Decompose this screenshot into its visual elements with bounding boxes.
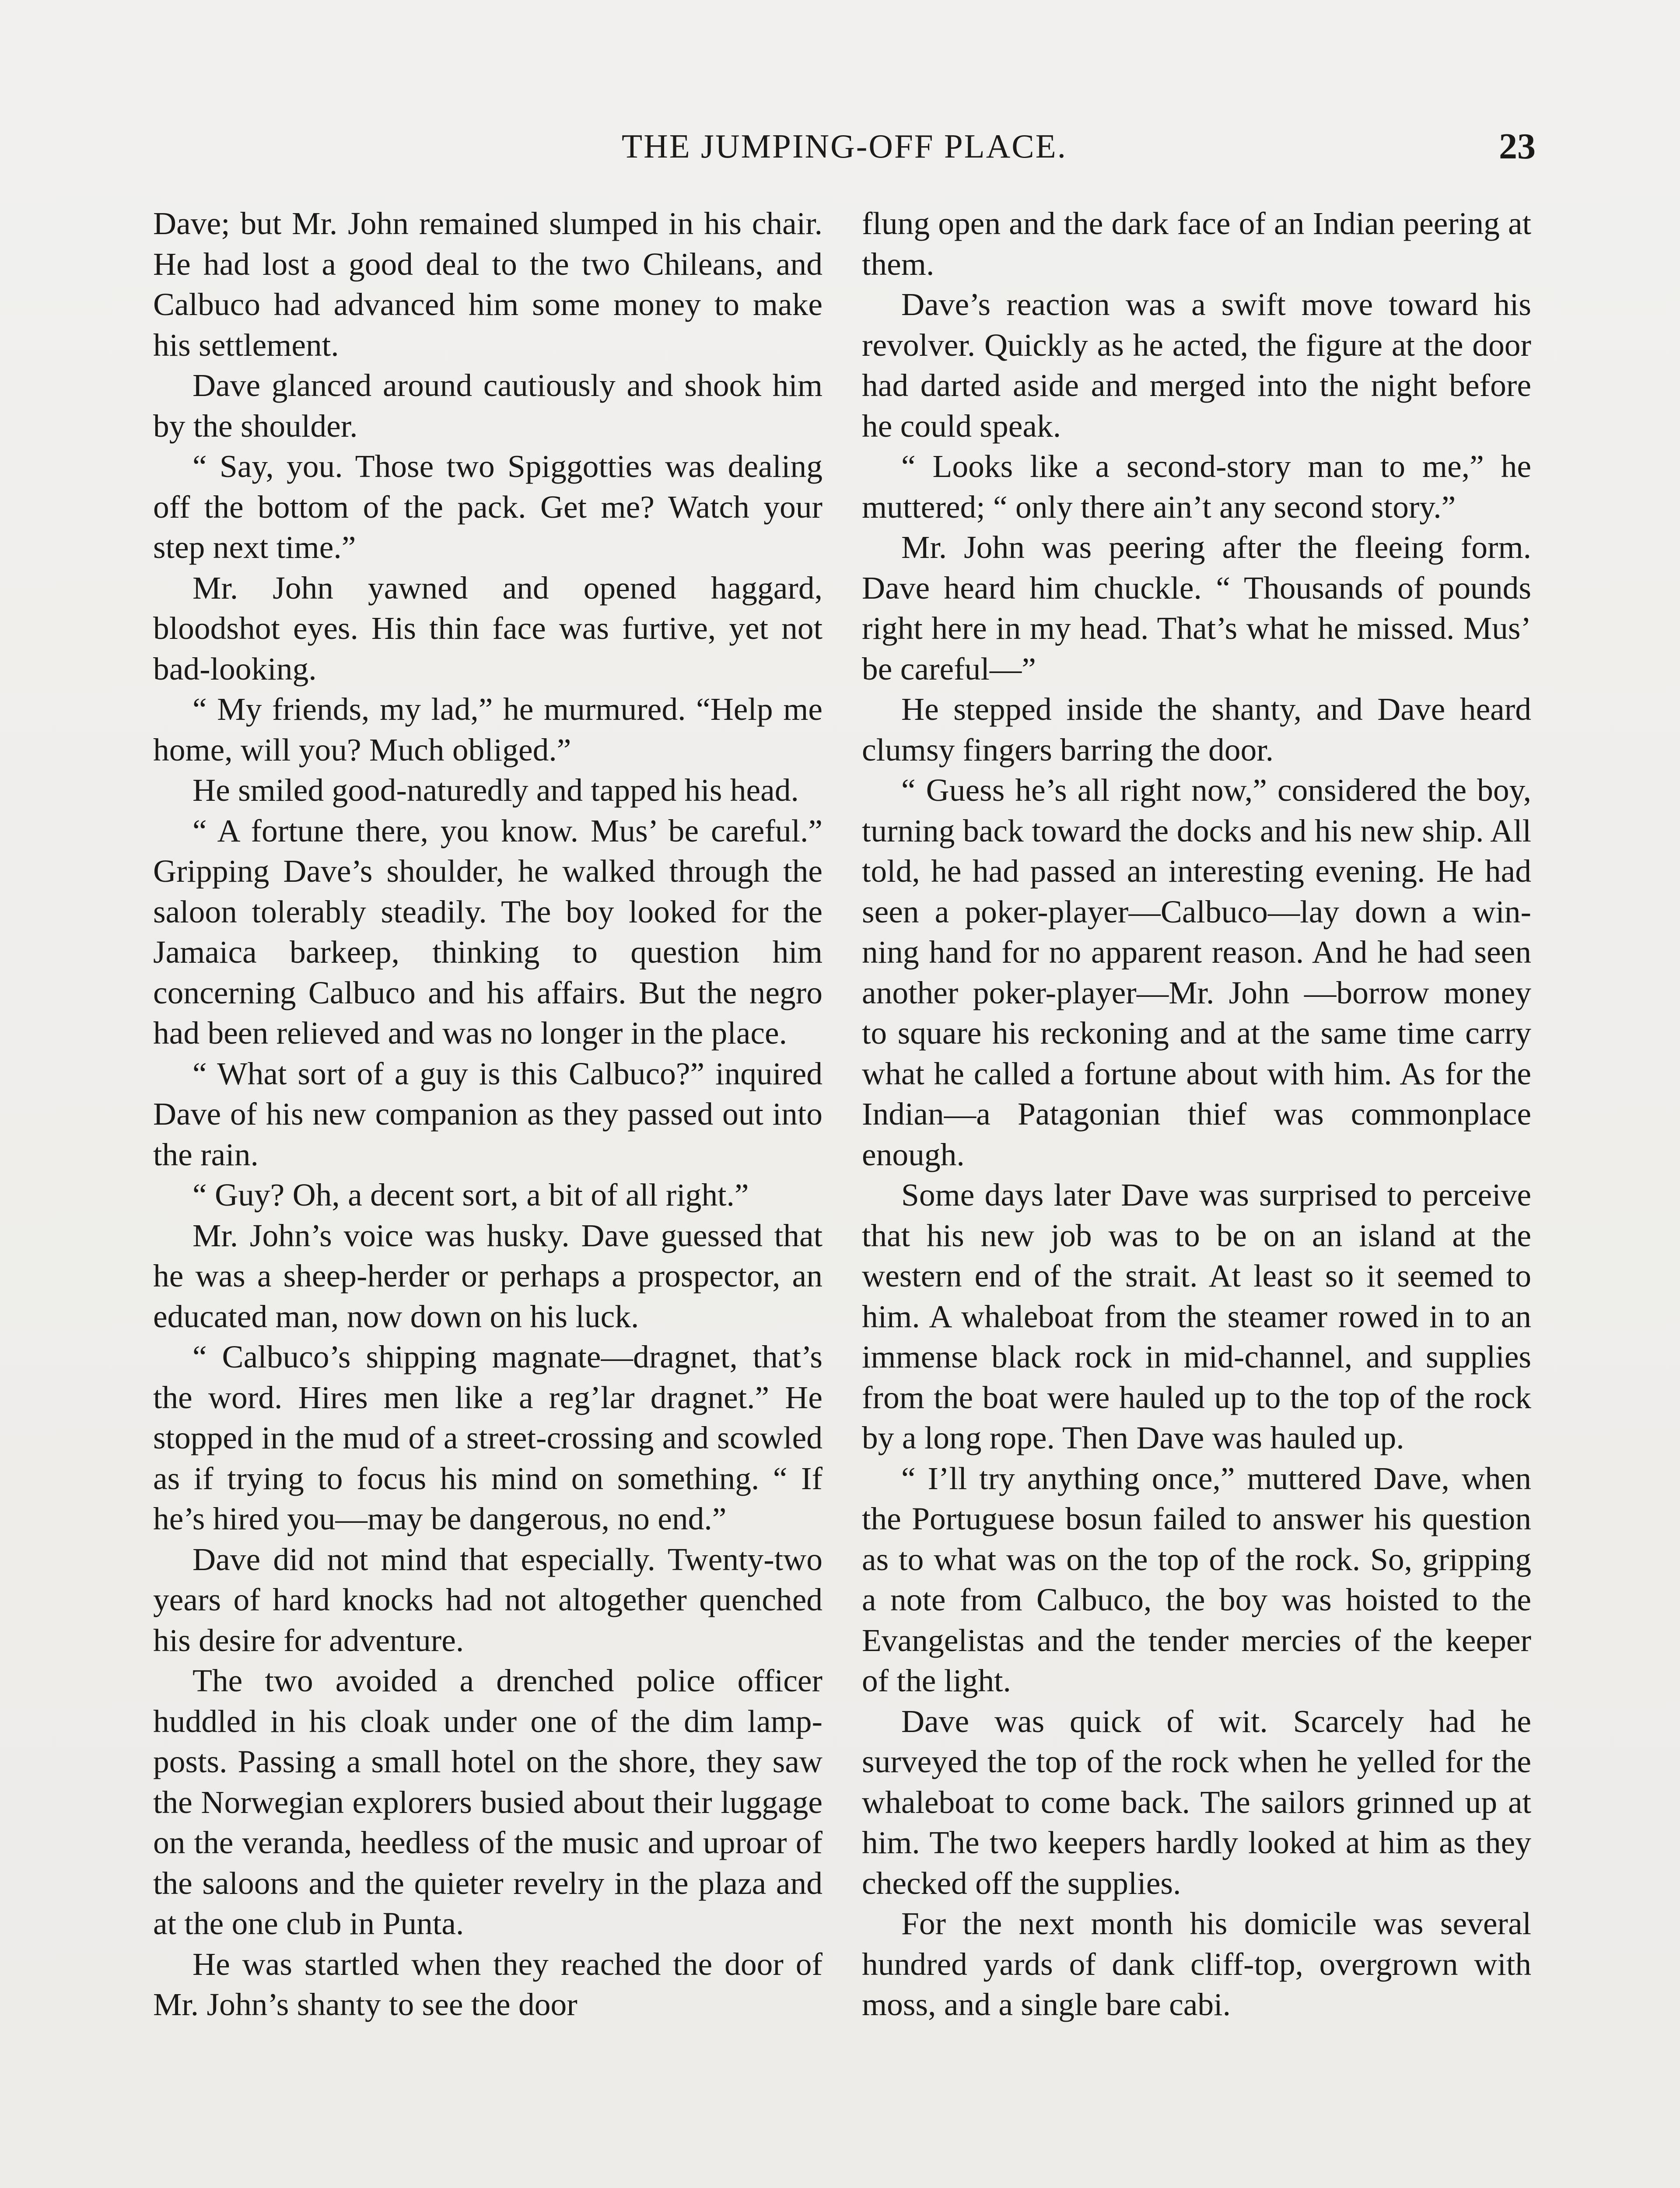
paragraph: Dave was quick of wit. Scarcely had he surveyed the top of the rock when he yelled for the whaleboat to come back. The sailors grinned up at him. The two keepers hardly looked at him as they checked off the supplies. <box>862 1703 1531 1901</box>
paragraph: He stepped inside the shanty, and Dave heard clumsy fingers barring the door. <box>862 691 1531 768</box>
right-column <box>862 203 1531 2025</box>
page-number: 23 <box>1499 126 1536 167</box>
paragraph: “ Guess he’s all right now,” considered the boy, turning back toward the docks and his new ship. All told, he had passed an interesting evening. He had seen a poker-player—Calbuco—lay down a winning hand for no apparent reason. And he had seen another poker-player—Mr. John —borrow money to square his reckoning and at the same time carry what he called a fortune about with him. As for the Indian—a Patagonian thief was commonplace enough. <box>862 772 1531 1172</box>
paragraph: For the next month his domicile was several hundred yards of dank cliff-top, overgrown with moss, and a single bare cabi. <box>862 1906 1531 2022</box>
paragraph: Dave; but Mr. John remained slumped in his chair. He had lost a good deal to the two Chileans, and Calbuco had advanced him some money to make his settlement. <box>153 206 822 363</box>
paragraph: “ Calbuco’s shipping magnate—dragnet, that’s the word. Hires men like a reg’lar dragnet.” He stopped in the mud of a street-crossing and scowled as if trying to focus his mind on something. “ If he’s hired you—may be dangerous, no end.” <box>153 1339 822 1536</box>
paragraph: The two avoided a drenched police officer huddled in his cloak under one of the dim lamp-posts. Passing a small hotel on the shore, they saw the Norwegian explorers busied about their luggage on the veranda, heedless of the music and uproar of the saloons and the quieter revelry in the plaza and at the one club in Punta. <box>153 1663 822 1941</box>
paragraph: He was startled when they reached the door of Mr. John’s shanty to see the door <box>153 1946 822 2022</box>
paragraph: “ My friends, my lad,” he murmured. “Help me home, will you? Much obliged.” <box>153 691 822 768</box>
paragraph: “ A fortune there, you know. Mus’ be careful.” Gripping Dave’s shoulder, he walked through the saloon tolerably steadily. The boy looked for the Jamaica barkeep, thinking to question him concerning Calbuco and his affairs. But the negro had been relieved and was no longer in the place. <box>153 813 822 1051</box>
left-column <box>153 203 822 2025</box>
paragraph: Some days later Dave was surprised to perceive that his new job was to be on an island at the western end of the strait. At least so it seemed to him. A whaleboat from the steamer rowed in to an immense black rock in mid-channel, and supplies from the boat were hauled up to the top of the rock by a long rope. Then Dave was hauled up. <box>862 1177 1531 1455</box>
paragraph: “ I’ll try anything once,” muttered Dave, when the Portuguese bosun failed to answer his question as to what was on the top of the rock. So, gripping a note from Calbuco, the boy was hoisted to the Evangelistas and the tender mercies of the keeper of the light. <box>862 1460 1531 1698</box>
paragraph: “ Looks like a second-story man to me,” he muttered; “ only there ain’t any second story.” <box>862 449 1531 525</box>
paragraph: “ What sort of a guy is this Calbuco?” inquired Dave of his new companion as they passed out into the rain. <box>153 1055 822 1172</box>
paragraph: Dave glanced around cautiously and shook him by the shoulder. <box>153 368 822 444</box>
paragraph: Mr. John yawned and opened haggard, bloodshot eyes. His thin face was furtive, yet not bad-looking. <box>153 570 822 687</box>
paragraph: “ Say, you. Those two Spiggotties was dealing off the bottom of the pack. Get me? Watch your step next time.” <box>153 449 822 565</box>
paragraph: Mr. John’s voice was husky. Dave guessed that he was a sheep-herder or perhaps a prospector, an educated man, now down on his luck. <box>153 1217 822 1334</box>
paragraph: flung open and the dark face of an Indian peering at them. <box>862 206 1531 282</box>
paragraph: Dave did not mind that especially. Twenty-two years of hard knocks had not altogether quenched his desire for adventure. <box>153 1541 822 1658</box>
running-title: THE JUMPING-OFF PLACE. <box>622 127 1067 165</box>
paragraph: “ Guy? Oh, a decent sort, a bit of all right.” <box>192 1177 749 1213</box>
page-header <box>153 127 1536 179</box>
paragraph: He smiled good-naturedly and tapped his head. <box>192 772 799 808</box>
paragraph: Mr. John was peering after the fleeing form. Dave heard him chuckle. “ Thousands of pounds right here in my head. That’s what he missed. Mus’ be careful—” <box>862 529 1531 687</box>
paragraph: Dave’s reaction was a swift move toward his revolver. Quickly as he acted, the figure at the door had darted aside and merged into the night before he could speak. <box>862 287 1531 444</box>
